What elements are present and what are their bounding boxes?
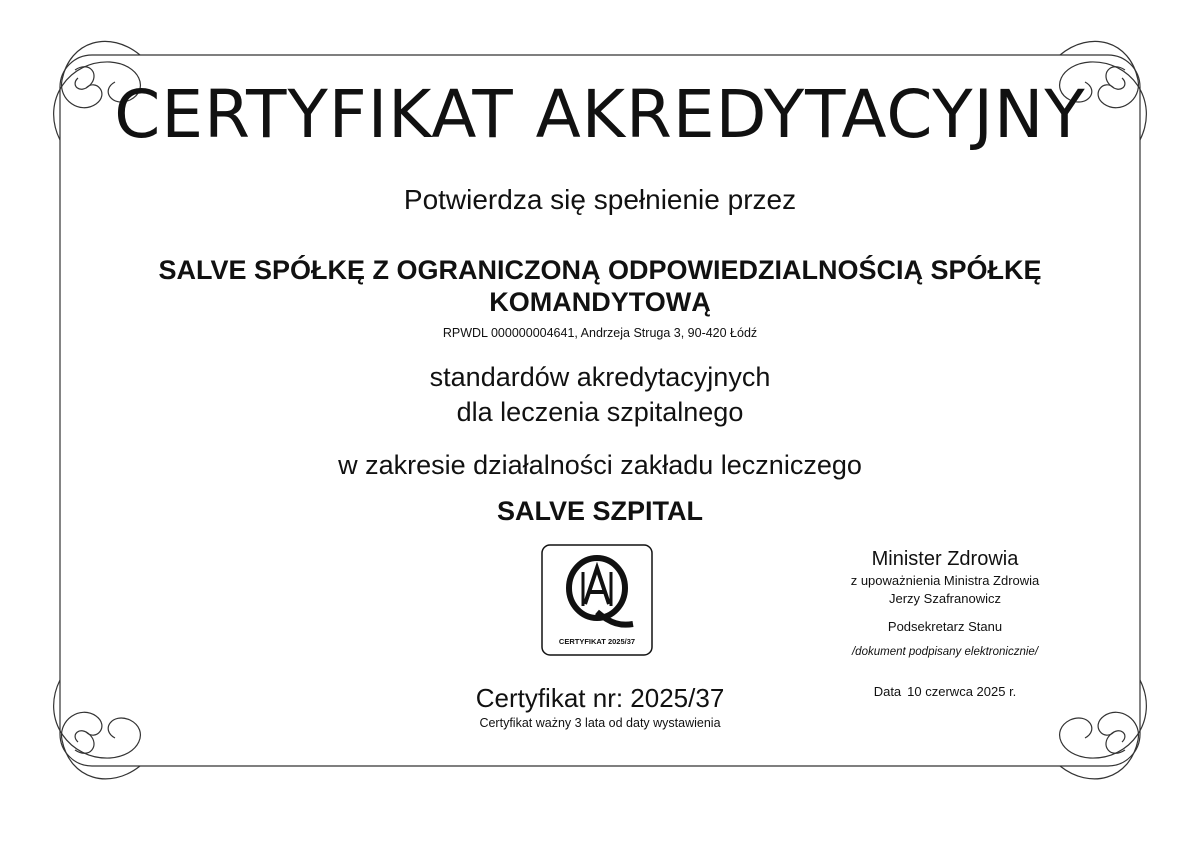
intro-text: Potwierdza się spełnienie przez [403, 184, 797, 215]
issue-date-label: Data [873, 684, 902, 699]
standards-line-2: dla leczenia szpitalnego [456, 397, 744, 427]
organization-name: SALVE SPÓŁKĘ Z OGRANICZONĄ ODPOWIEDZIALNOŚCIĄ SPÓŁKĘ KOMANDYTOWĄ [158, 255, 1042, 317]
signatory-title: Minister Zdrowia [871, 548, 1019, 570]
organization-info: RPWDL 000000004641, Andrzeja Struga 3, 90-420 Łódź [442, 326, 758, 340]
issue-date [800, 684, 1090, 699]
signature-note: /dokument podpisany elektronicznie/ [851, 646, 1039, 658]
scope-text: w zakresie działalności zakładu leczniczego [338, 450, 862, 480]
logo-caption: CERTYFIKAT 2025/37 [558, 637, 636, 646]
certificate-validity: Certyfikat ważny 3 lata od daty wystawienia [479, 716, 721, 730]
standards-line-1: standardów akredytacyjnych [429, 362, 771, 392]
certificate-title: CERTYFIKAT AKREDYTACYJNY [114, 76, 1086, 153]
signatory-role: Podsekretarz Stanu [887, 619, 1003, 634]
signatory-authorization: z upoważnienia Ministra Zdrowia [850, 573, 1040, 588]
certificate-number: Certyfikat nr: 2025/37 [475, 683, 725, 713]
issue-date-value: 10 czerwca 2025 r. [907, 684, 1017, 699]
facility-name: SALVE SZPITAL [496, 496, 703, 526]
signatory-name: Jerzy Szafranowicz [889, 591, 1001, 606]
